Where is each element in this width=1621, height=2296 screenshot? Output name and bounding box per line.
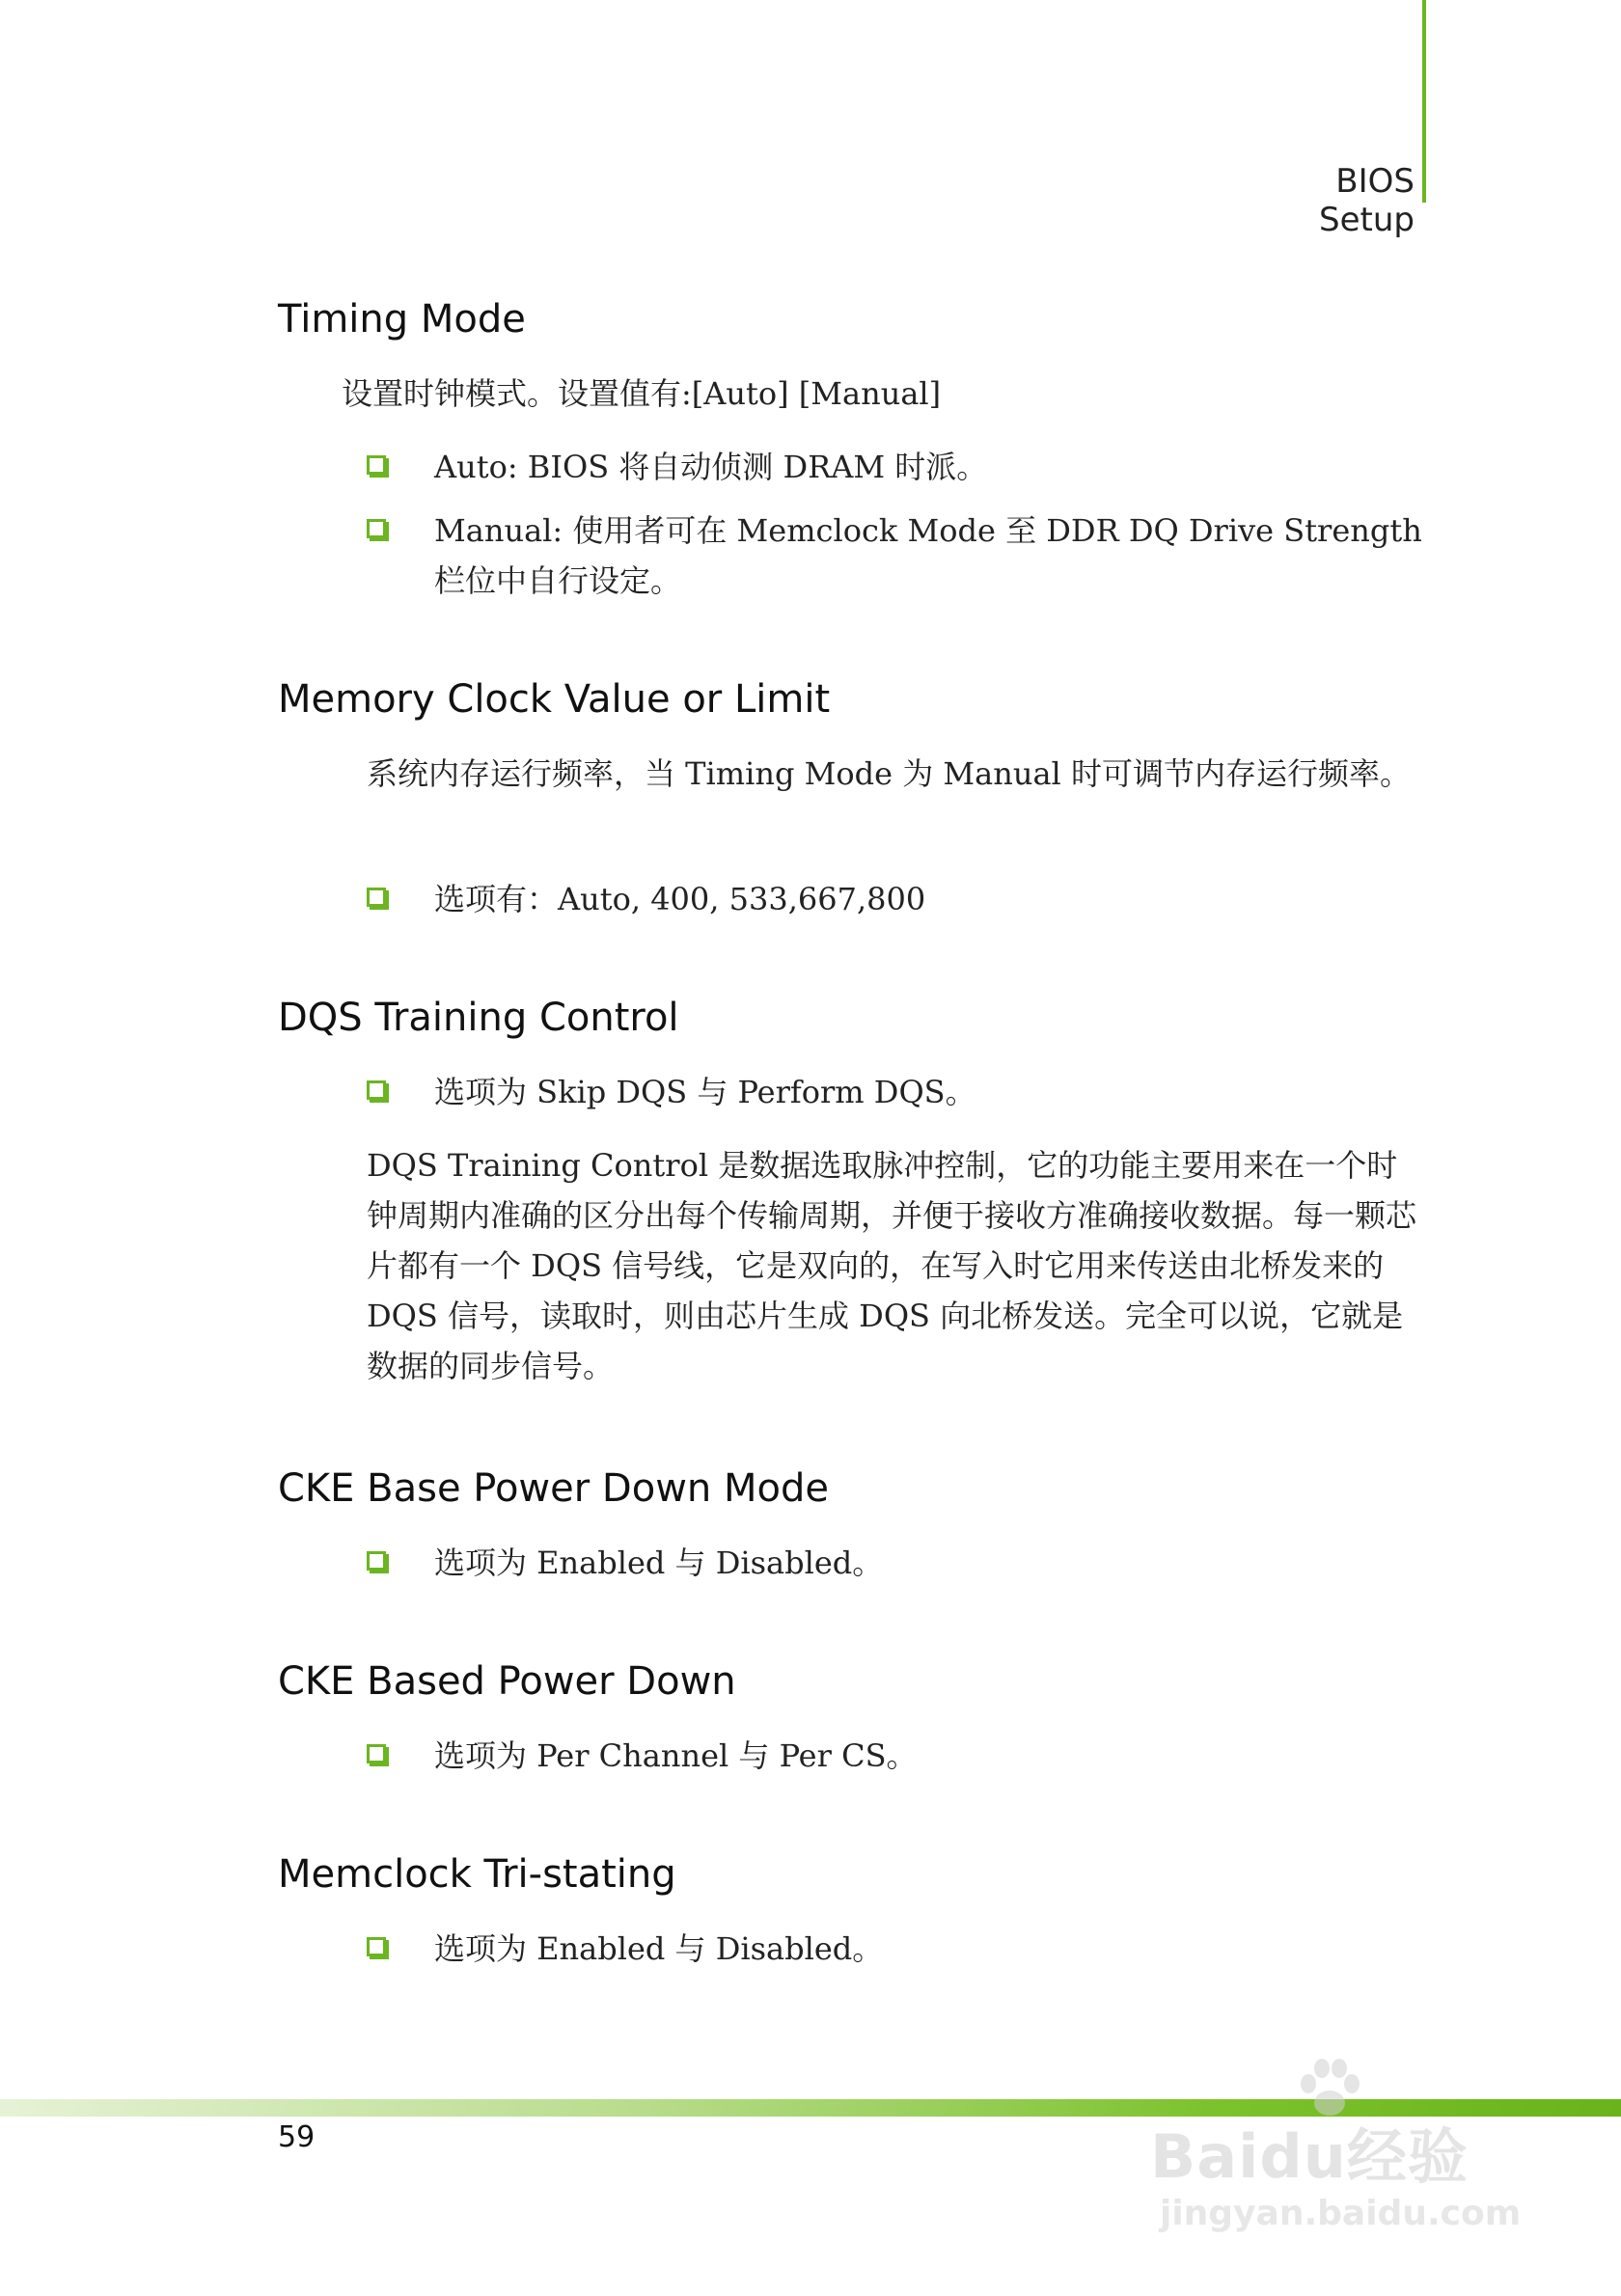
section-title-memory-clock: Memory Clock Value or Limit xyxy=(278,677,831,722)
checkbox-bullet-icon xyxy=(367,1551,386,1571)
section-title-timing-mode: Timing Mode xyxy=(278,297,526,342)
list-item: 选项有：Auto, 400, 533,667,800 xyxy=(367,874,1409,924)
checkbox-bullet-icon xyxy=(367,1744,386,1763)
checkbox-bullet-icon xyxy=(367,1937,386,1956)
header-title: BIOS Setup xyxy=(1319,162,1415,239)
section-title-memclock-tri-stating: Memclock Tri-stating xyxy=(278,1852,676,1897)
section-title-cke-base-power-down-mode: CKE Base Power Down Mode xyxy=(278,1466,829,1511)
checkbox-bullet-icon xyxy=(367,519,386,538)
timing-mode-intro: 设置时钟模式。设置值有:[Auto] [Manual] xyxy=(342,375,942,412)
section-title-cke-based-power-down: CKE Based Power Down xyxy=(278,1659,736,1704)
checkbox-bullet-icon xyxy=(367,455,386,475)
checkbox-bullet-icon xyxy=(367,1080,386,1100)
watermark-url: jingyan.baidu.com xyxy=(1160,2194,1522,2233)
list-item: Auto: BIOS 将自动侦测 DRAM 时派。 xyxy=(367,442,1409,492)
list-item: Manual: 使用者可在 Memclock Mode 至 DDR DQ Drive Strength 栏位中自行设定。 xyxy=(367,506,1447,606)
checkbox-bullet-icon xyxy=(367,888,386,907)
memory-clock-intro: 系统内存运行频率，当 Timing Mode 为 Manual 时可调节内存运行频率。 xyxy=(367,755,1411,792)
list-item: 选项为 Skip DQS 与 Perform DQS。 xyxy=(367,1067,1409,1117)
header-accent-line xyxy=(1422,0,1426,203)
watermark-brand: Baidu经验 xyxy=(1150,2121,1469,2192)
dqs-training-paragraph: DQS Training Control 是数据选取脉冲控制，它的功能主要用来在一个时钟周期内准确的区分出每个传输周期，并便于接收方准确接收数据。每一颗芯片都有一个 DQS 信号线，它是双向的，在写入时它用来传送由北桥发来的 DQS 信号，读取时，则由芯片生成 DQS 向北桥发送。完全可以说，它就是数据的同步信号。 xyxy=(367,1147,1417,1384)
baidu-watermark xyxy=(1146,2055,1532,2248)
section-title-dqs-training: DQS Training Control xyxy=(278,996,679,1040)
list-item: 选项为 Enabled 与 Disabled。 xyxy=(367,1924,1409,1974)
list-item: 选项为 Per Channel 与 Per CS。 xyxy=(367,1731,1409,1781)
list-item: 选项为 Enabled 与 Disabled。 xyxy=(367,1538,1409,1588)
page-number: 59 xyxy=(278,2120,316,2154)
